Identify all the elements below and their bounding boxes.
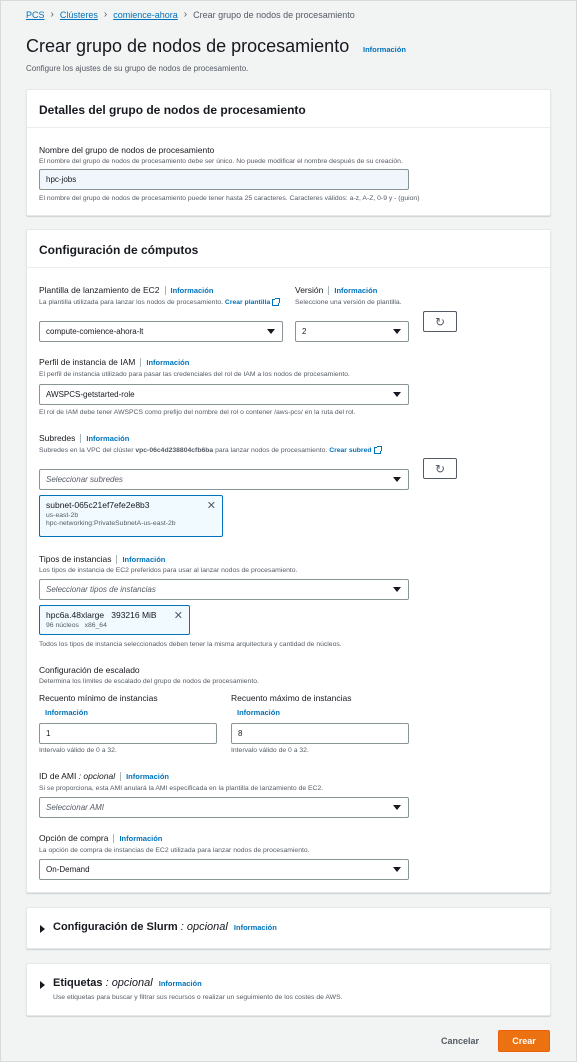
subnets-select[interactable]: [39, 469, 409, 490]
subnets-desc-text-b: para lanzar nodos de procesamiento.: [215, 447, 328, 454]
slurm-optional: : opcional: [180, 921, 228, 933]
tags-section[interactable]: [26, 963, 551, 1016]
types-info-link[interactable]: Información: [122, 555, 166, 564]
slurm-section[interactable]: [26, 907, 551, 949]
min-hint: Intervalo válido de 0 a 32.: [39, 747, 117, 754]
subnets-placeholder: Seleccionar subredes: [46, 475, 123, 484]
iam-description: El perfil de instancia utilizado para pasar las credenciales del rol de IAM a los nodos de procesamiento.: [39, 371, 350, 378]
instance-type-arch: x86_64: [84, 622, 107, 629]
compute-header: Configuración de cómputos: [27, 230, 550, 268]
slurm-title-text: Configuración de Slurm: [53, 921, 178, 933]
version-label-text: Versión: [295, 285, 324, 295]
refresh-template-button[interactable]: [423, 311, 457, 332]
create-button[interactable]: Crear: [498, 1030, 550, 1052]
caret-down-icon: [393, 329, 401, 334]
iam-info-link[interactable]: Información: [146, 358, 190, 367]
version-select[interactable]: [295, 321, 409, 342]
divider: [120, 772, 121, 781]
types-hint: Todos los tipos de instancia seleccionados deben tener la misma arquitectura y cantidad de núcleos.: [39, 641, 342, 648]
types-select[interactable]: [39, 579, 409, 600]
caret-right-icon: [40, 981, 45, 989]
name-description: El nombre del grupo de nodos de procesamiento debe ser único. No puede modificar el nombre después de su creación.: [39, 158, 403, 165]
caret-down-icon: [393, 805, 401, 810]
ami-info-link[interactable]: Información: [126, 772, 170, 781]
iam-select[interactable]: [39, 384, 409, 405]
create-template-link[interactable]: Crear plantilla: [224, 299, 271, 306]
max-input[interactable]: [231, 723, 409, 744]
instance-type-token-main: [46, 610, 183, 620]
ami-select[interactable]: [39, 797, 409, 818]
max-info-link[interactable]: Información: [237, 708, 280, 717]
version-description: Seleccione una versión de plantilla.: [295, 299, 402, 306]
types-placeholder: Seleccionar tipos de instancias: [46, 585, 156, 594]
template-label-text: Plantilla de lanzamiento de EC2: [39, 285, 160, 295]
caret-right-icon: [40, 925, 45, 933]
subnet-token-id: subnet-065c21ef7efe2e8b3: [46, 500, 150, 510]
divider: [165, 286, 166, 295]
caret-down-icon: [393, 587, 401, 592]
subnets-label-text: Subredes: [39, 433, 76, 443]
purchase-label: [39, 833, 162, 843]
breadcrumb-pcs[interactable]: PCS: [26, 9, 45, 20]
name-label: Nombre del grupo de nodos de procesamiento: [39, 145, 215, 155]
vpc-id: vpc-06c4d238804cfb6ba: [135, 447, 214, 454]
name-hint: El nombre del grupo de nodos de procesamiento puede tener hasta 25 caracteres. Caracteres válidos: a-z, A-Z, 0-9 y - (guion): [39, 195, 420, 202]
breadcrumb-cluster[interactable]: comience-ahora: [113, 9, 178, 20]
compute-panel: [26, 229, 551, 893]
iam-select-value: AWSPCS-getstarted-role: [46, 390, 135, 399]
divider: [140, 358, 141, 367]
scaling-description: Determina los límites de escalado del grupo de nodos de procesamiento.: [39, 678, 259, 685]
name-input[interactable]: [39, 169, 409, 190]
breadcrumb: [26, 9, 355, 20]
iam-hint: El rol de IAM debe tener AWSPCS como prefijo del nombre del rol o contener /aws-pcs/ en la ruta del rol.: [39, 409, 356, 416]
subnets-desc-text: Subredes en la VPC del clúster: [39, 447, 134, 454]
version-label: [295, 285, 377, 295]
chevron-right-icon: ›: [183, 9, 188, 20]
purchase-label-text: Opción de compra: [39, 833, 109, 843]
ami-description: Si se proporciona, esta AMI anulará la AMI especificada en la plantilla de lanzamiento de EC2.: [39, 785, 324, 792]
details-panel: [26, 89, 551, 216]
cancel-button[interactable]: Cancelar: [440, 1036, 480, 1046]
subnet-token-name: hpc-networking:PrivateSubnetA-us-east-2b: [46, 520, 176, 527]
caret-down-icon: [267, 329, 275, 334]
subnets-description: [39, 446, 404, 455]
subnet-token-az: us-east-2b: [46, 512, 79, 519]
scaling-label: Configuración de escalado: [39, 665, 140, 675]
types-description: Los tipos de instancia de EC2 preferidos para usar al lanzar nodos de procesamiento.: [39, 567, 298, 574]
iam-label-text: Perfil de instancia de IAM: [39, 357, 136, 367]
caret-down-icon: [393, 477, 401, 482]
external-link-icon: [374, 447, 381, 454]
chevron-right-icon: ›: [50, 9, 54, 20]
refresh-icon: ↻: [434, 314, 446, 329]
close-icon[interactable]: ✕: [173, 610, 183, 622]
breadcrumb-clusters[interactable]: Clústeres: [59, 9, 98, 20]
caret-down-icon: [393, 392, 401, 397]
ami-label-text: ID de AMI: [39, 771, 77, 781]
slurm-info-link[interactable]: Información: [233, 923, 277, 932]
page-subtitle: Configure los ajustes de su grupo de nodos de procesamiento.: [26, 64, 249, 73]
min-input-value: 1: [46, 729, 51, 738]
instance-type-name: hpc6a.48xlarge: [46, 610, 105, 620]
slurm-title: [53, 921, 277, 933]
subnets-info-link[interactable]: Información: [86, 434, 130, 443]
types-label: [39, 554, 165, 564]
divider: [80, 434, 81, 443]
ami-label: [39, 771, 169, 781]
min-info-link[interactable]: Información: [45, 708, 88, 717]
page-title: Crear grupo de nodos de procesamiento: [26, 36, 350, 56]
iam-label: [39, 357, 189, 367]
close-icon[interactable]: ✕: [206, 500, 216, 512]
instance-type-mem: 393216 MiB: [111, 610, 157, 620]
divider: [116, 555, 117, 564]
tags-title-text: Etiquetas: [53, 977, 103, 989]
subnet-token: [39, 495, 223, 537]
ami-placeholder: Seleccionar AMI: [46, 803, 104, 812]
purchase-select-value: On-Demand: [46, 865, 90, 874]
purchase-description: La opción de compra de instancias de EC2 utilizada para lanzar nodos de procesamiento.: [39, 847, 310, 854]
template-info-link[interactable]: Información: [170, 286, 214, 295]
instance-type-cores: 96 núcleos: [46, 622, 79, 629]
chevron-right-icon: ›: [103, 9, 108, 20]
template-desc-text: La plantilla utilizada para lanzar los nodos de procesamiento.: [39, 299, 224, 306]
min-label: Recuento mínimo de instancias: [39, 693, 158, 703]
template-label: [39, 285, 213, 295]
max-hint: Intervalo válido de 0 a 32.: [231, 747, 309, 754]
purchase-info-link[interactable]: Información: [119, 834, 163, 843]
caret-down-icon: [393, 867, 401, 872]
max-input-value: 8: [238, 729, 243, 738]
template-select[interactable]: [39, 321, 283, 342]
name-input-value: hpc-jobs: [46, 175, 77, 184]
refresh-subnets-button[interactable]: [423, 458, 457, 479]
instance-type-token: [39, 605, 190, 635]
refresh-icon: ↻: [434, 461, 446, 476]
min-input[interactable]: [39, 723, 217, 744]
tags-info-link[interactable]: Información: [158, 979, 202, 988]
instance-type-token-sub: [46, 622, 183, 629]
ami-optional: : opcional: [78, 771, 116, 781]
divider: [328, 286, 329, 295]
tags-description: Use etiquetas para buscar y filtrar sus recursos o realizar un seguimiento de los costes de AWS.: [53, 994, 343, 1001]
template-select-value: compute-comience-ahora-lt: [46, 327, 144, 336]
divider: [113, 834, 114, 843]
purchase-select[interactable]: [39, 859, 409, 880]
tags-title: [53, 977, 202, 989]
tags-optional: : opcional: [105, 977, 153, 989]
version-info-link[interactable]: Información: [334, 286, 378, 295]
create-subnet-link[interactable]: Crear subred: [329, 447, 372, 454]
breadcrumb-current: Crear grupo de nodos de procesamiento: [193, 9, 355, 20]
version-select-value: 2: [302, 327, 307, 336]
max-label: Recuento máximo de instancias: [231, 693, 352, 703]
details-header: Detalles del grupo de nodos de procesamiento: [27, 90, 550, 128]
external-link-icon: [272, 299, 279, 306]
types-label-text: Tipos de instancias: [39, 554, 112, 564]
subnets-label: [39, 433, 129, 443]
template-description: [39, 298, 284, 307]
page-info-link[interactable]: Información: [363, 45, 406, 54]
